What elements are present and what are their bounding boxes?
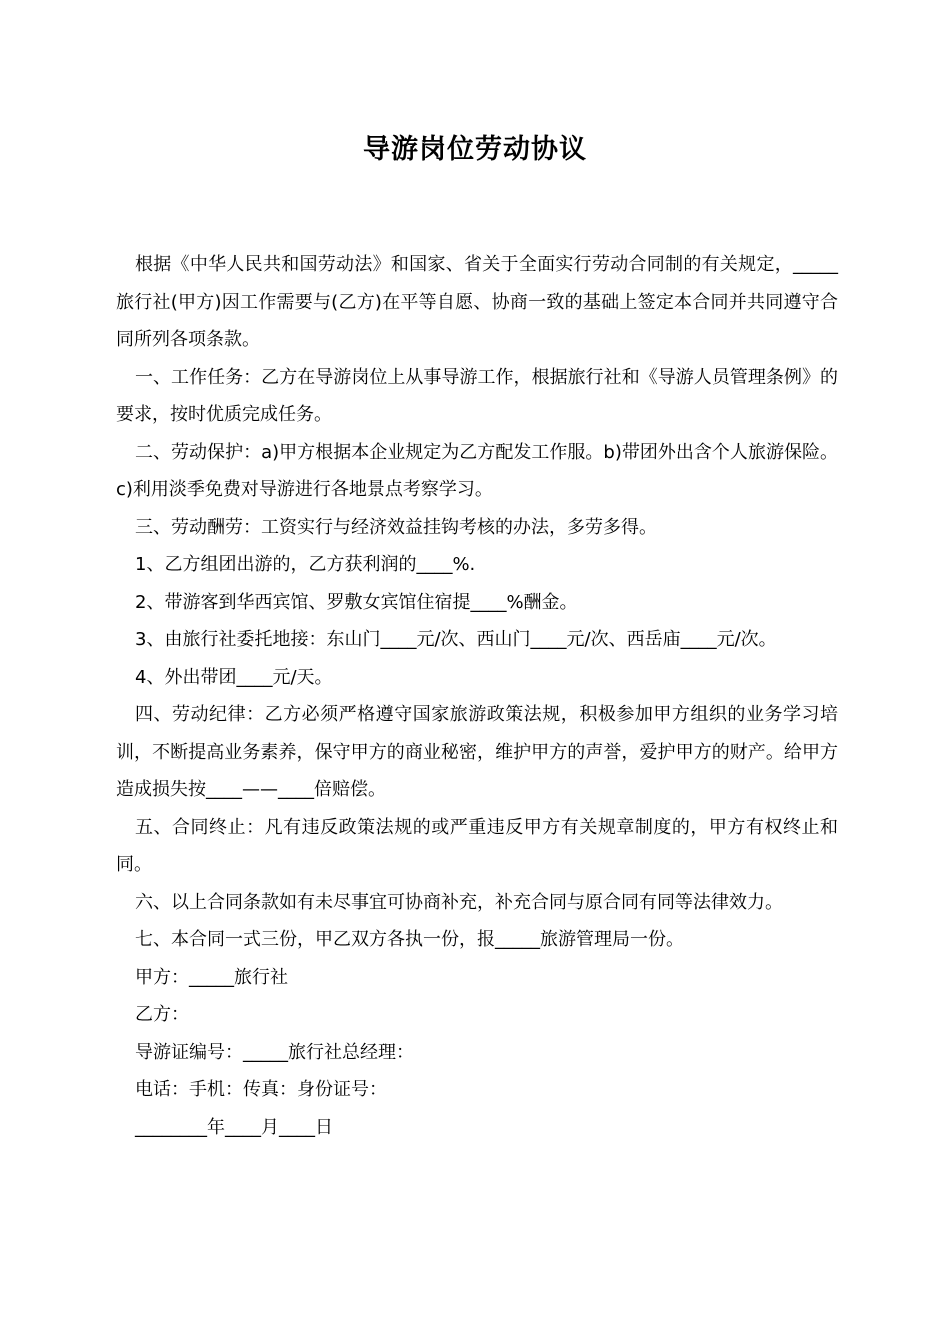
remuneration-item-4: 4、外出带团____元/天。 [135,666,333,688]
clause-supplement: 六、以上合同条款如有未尽事宜可协商补充，补充合同与原合同有同等法律效力。 [135,891,783,913]
party-b-line: 乙方： [135,1004,189,1025]
clause-work-task: 一、工作任务：乙方在导游岗位上从事导游工作，根据旅行社和《导游人员管理条例》的要求，按时优质完成任务。 [116,366,838,425]
date-line: ________年____月____日 [135,1116,333,1138]
clause-contract-termination: 五、合同终止：凡有违反政策法规的或严重违反甲方有关规章制度的，甲方有权终止和同。 [116,816,838,875]
preamble-paragraph: 根据《中华人民共和国劳动法》和国家、省关于全面实行劳动合同制的有关规定，_____旅行社(甲方)因工作需要与(乙方)在平等自愿、协商一致的基础上签定本合同并共同遵守合同所列各项条款。 [116,254,838,350]
document-title: 导游岗位劳动协议 [363,134,587,165]
remuneration-item-3: 3、由旅行社委托地接：东山门____元/次、西山门____元/次、西岳庙____元/次。 [135,629,777,650]
clause-copies: 七、本合同一式三份，甲乙双方各执一份，报_____旅游管理局一份。 [135,929,684,950]
clause-labor-discipline: 四、劳动纪律：乙方必须严格遵守国家旅游政策法规，积极参加甲方组织的业务学习培训，不断提高业务素养，保守甲方的商业秘密，维护甲方的声誉，爱护甲方的财产。给甲方造成损失按____——____倍赔偿。 [116,704,838,800]
remuneration-item-2: 2、带游客到华西宾馆、罗敷女宾馆住宿提____%酬金。 [135,591,578,613]
document-body [116,246,838,1146]
party-a-line: 甲方：_____旅行社 [135,966,288,988]
guide-id-line: 导游证编号：_____旅行社总经理： [135,1041,414,1063]
contact-line: 电话：手机：传真：身份证号： [135,1079,387,1100]
clause-labor-protection: 二、劳动保护：a)甲方根据本企业规定为乙方配发工作服。b)带团外出含个人旅游保险。c)利用淡季免费对导游进行各地景点考察学习。 [116,441,838,500]
remuneration-item-1: 1、乙方组团出游的，乙方获利润的____%. [135,554,476,575]
clause-labor-remuneration: 三、劳动酬劳：工资实行与经济效益挂钩考核的办法，多劳多得。 [135,516,657,538]
